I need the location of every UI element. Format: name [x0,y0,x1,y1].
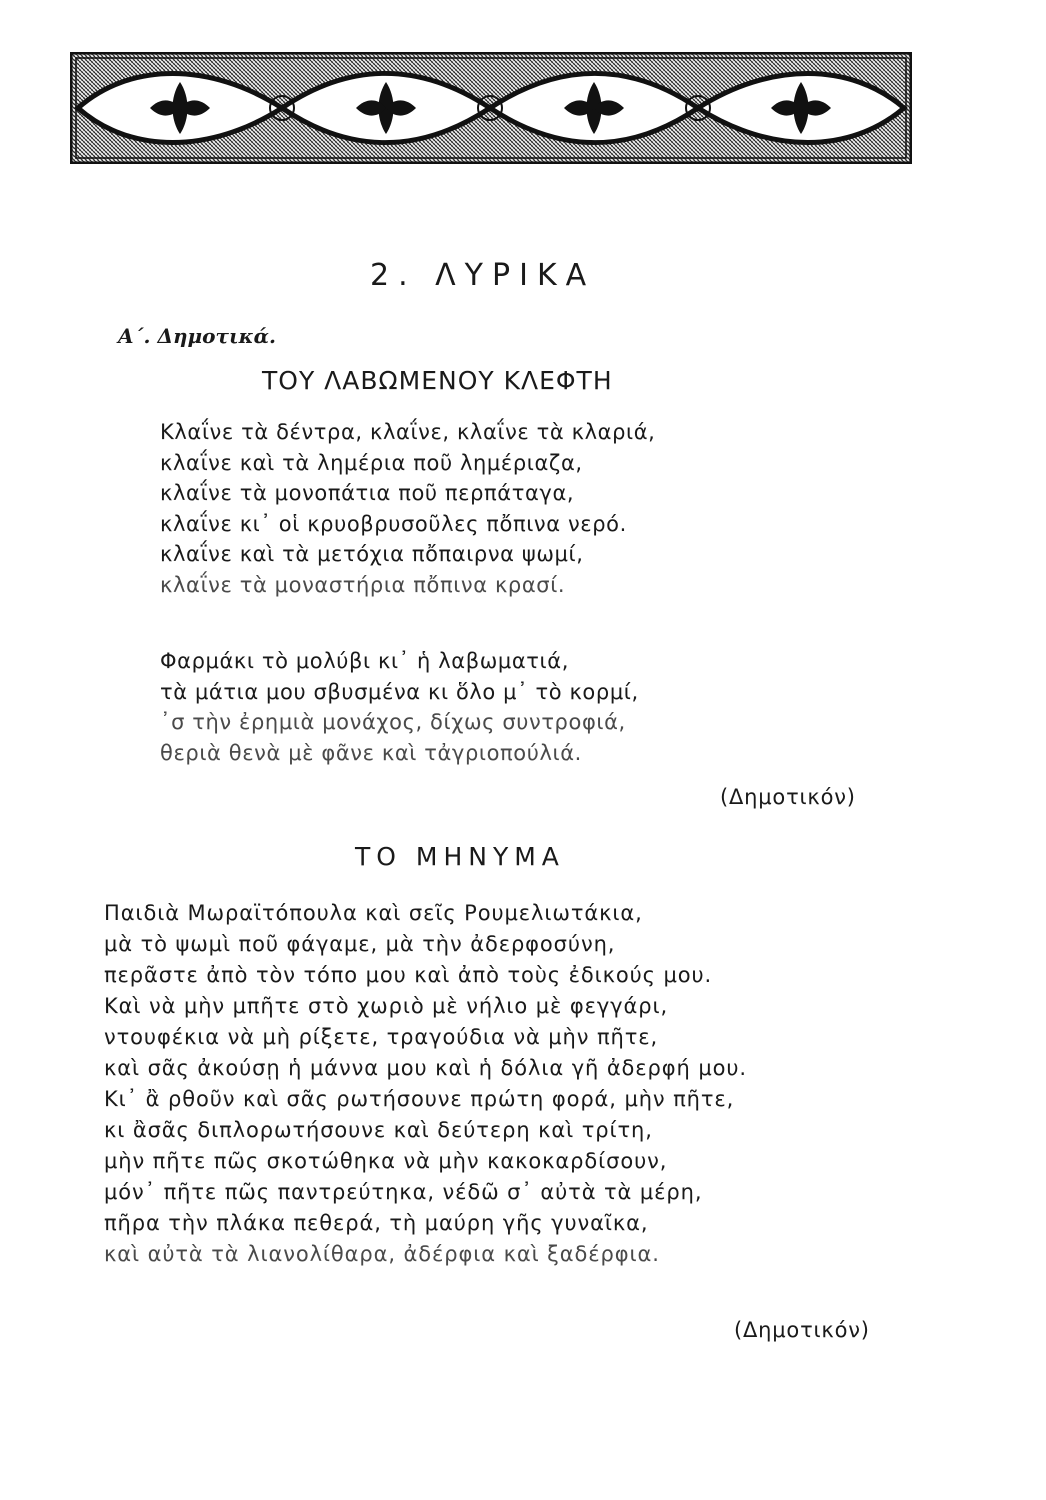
poem1-attribution: (Δημοτικόν) [720,785,856,809]
verse-line: κι ἂσᾶς διπλορωτήσουνε καὶ δεύτερη καὶ τρίτη, [104,1118,653,1142]
poem-title-to-minyma: ΤΟ ΜΗΝΥΜΑ [355,842,565,871]
verse-line: μόν᾽ πῆτε πῶς παντρεύτηκα, νέδῶ σ᾽ αὐτὰ τὰ μέρη, [104,1180,703,1204]
poem2-attribution: (Δημοτικόν) [734,1318,870,1342]
chapter-title: 2. ΛΥΡΙΚΑ [370,258,596,293]
verse-line: Παιδιὰ Μωραϊτόπουλα καὶ σεῖς Ρουμελιωτάκια, [104,901,643,925]
poem2-lines [104,898,747,1270]
poem1-stanza-1 [160,417,655,600]
verse-line: περᾶστε ἀπὸ τὸν τόπο μου καὶ ἀπὸ τοὺς ἐδικούς μου. [104,963,713,987]
verse-line: ντουφέκια νὰ μὴ ρίξετε, τραγούδια νὰ μὴν πῆτε, [104,1025,659,1049]
verse-line: κλαΐνε τὰ μοναστήρια πὄπινα κρασί. [160,572,566,597]
verse-line: κλαΐνε τὰ μονοπάτια ποῦ περπάταγα, [160,481,575,505]
verse-line: Καὶ νὰ μὴν μπῆτε στὸ χωριὸ μὲ νήλιο μὲ φεγγάρι, [104,994,669,1018]
poem1-stanza-2 [160,646,639,768]
verse-line: μὰ τὸ ψωμὶ ποῦ φάγαμε, μὰ τὴν ἀδερφοσύνη, [104,932,616,956]
verse-line: καὶ σᾶς ἀκούσῃ ἡ μάννα μου καὶ ἡ δόλια γῆ ἀδερφή μου. [104,1056,747,1080]
verse-line: κλαΐνε κι᾽ οἱ κρυοβρυσοῦλες πὄπινα νερό. [160,511,627,536]
poem-title-tou-lavomenou-klefti: ΤΟΥ ΛΑΒΩΜΕΝΟΥ ΚΛΕΦΤΗ [262,366,613,395]
ornamental-header-band [70,52,912,164]
verse-line: κλαΐνε καὶ τὰ λημέρια ποῦ λημέριαζα, [160,450,583,475]
verse-line: Κλαΐνε τὰ δέντρα, κλαΐνε, κλαΐνε τὰ κλαριά, [160,420,656,444]
verse-line: θεριὰ θενὰ μὲ φᾶνε καὶ τἀγριοπούλιά. [160,740,582,765]
verse-line: μὴν πῆτε πῶς σκοτώθηκα νὰ μὴν κακοκαρδίσουν, [104,1149,668,1173]
verse-line: τὰ μάτια μου σβυσμένα κι ὅλο μ᾽ τὸ κορμί, [160,679,639,704]
verse-line: Φαρμάκι τὸ μολύβι κι᾽ ἡ λαβωματιά, [160,649,569,673]
verse-line: Κι᾽ ἂ ρθοῦν καὶ σᾶς ρωτήσουνε πρώτη φορά, μὴν πῆτε, [104,1087,735,1111]
verse-line: ᾽σ τὴν ἐρημιὰ μονάχος, δίχως συντροφιά, [160,710,626,734]
verse-line: πῆρα τὴν πλάκα πεθερά, τὴ μαύρη γῆς γυναῖκα, [104,1211,649,1235]
verse-line: κλαΐνε καὶ τὰ μετόχια πὄπαιρνα ψωμί, [160,542,584,566]
section-label: Α΄. Δημοτικά. [118,324,276,348]
verse-line: καὶ αὐτὰ τὰ λιανολίθαρα, ἀδέρφια καὶ ξαδέρφια. [104,1242,660,1266]
